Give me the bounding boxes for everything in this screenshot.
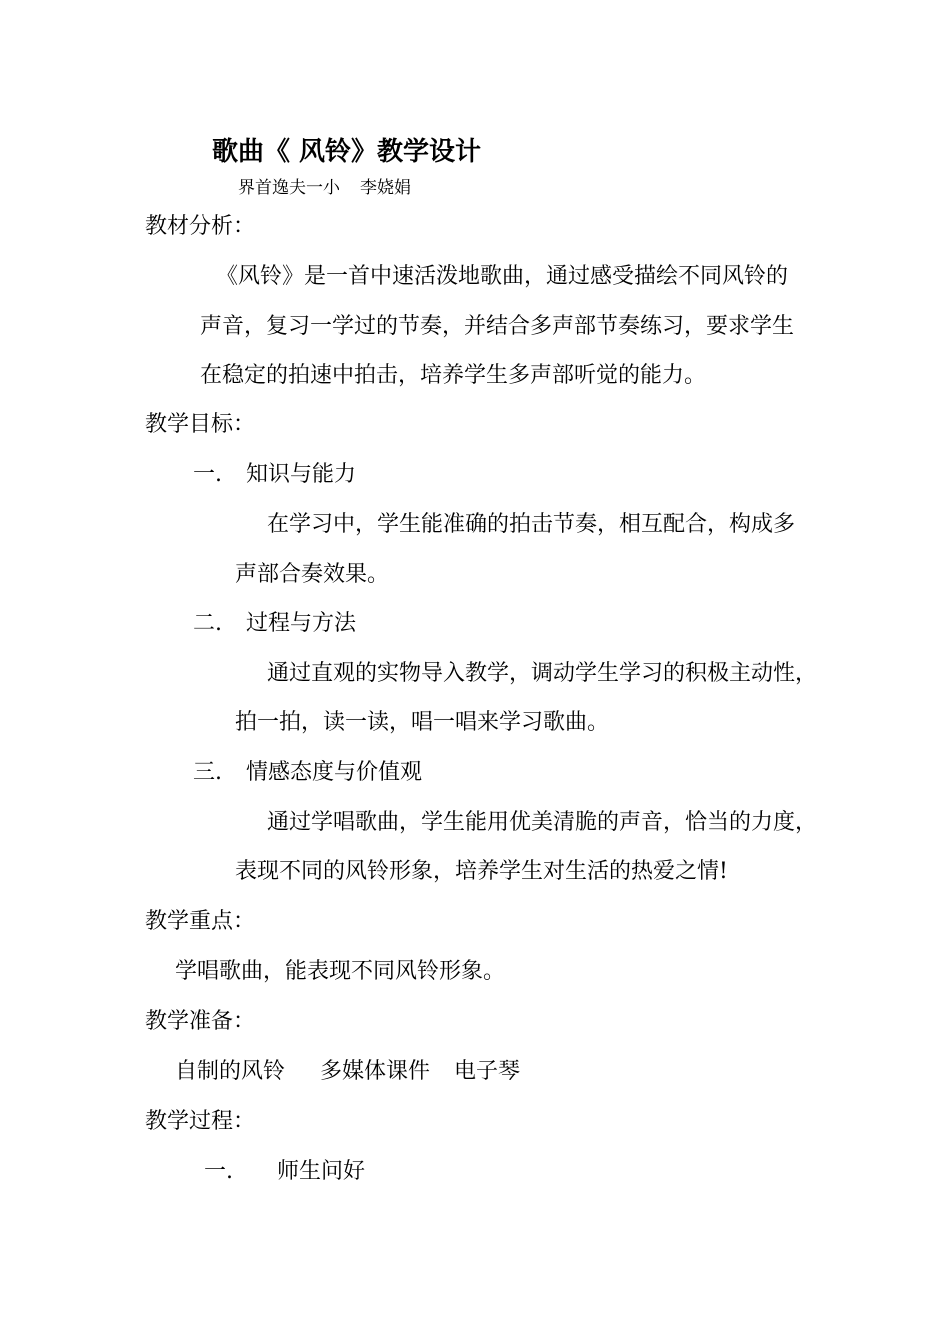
section-heading-material-analysis: 教材分析：	[145, 214, 256, 239]
objective-number: 一.	[193, 462, 222, 487]
paragraph-line: 通过直观的实物导入教学，调动学生学习的积极主动性，	[267, 661, 818, 686]
paragraph-line: 在稳定的拍速中拍击，培养学生多声部听觉的能力。	[200, 363, 707, 388]
section-heading-process: 教学过程：	[145, 1109, 256, 1134]
author-school: 界首逸夫一小	[238, 178, 340, 198]
paragraph-line: 通过学唱歌曲，学生能用优美清脆的声音，恰当的力度，	[267, 810, 818, 835]
paragraph-line: 表现不同的风铃形象，培养学生对生活的热爱之情!	[235, 859, 728, 884]
process-step-title: 师生问好	[277, 1159, 366, 1184]
objective-number: 二.	[193, 611, 222, 636]
section-heading-key-points: 教学重点：	[145, 909, 256, 934]
objective-number: 三.	[193, 760, 222, 785]
author-name: 李娆娟	[360, 178, 411, 198]
preparation-item: 电子琴	[454, 1059, 521, 1084]
paragraph-line: 声音，复习一学过的节奏，并结合多声部节奏练习，要求学生	[200, 314, 795, 339]
document-title: 歌曲《 风铃》教学设计	[212, 137, 482, 167]
paragraph-line: 在学习中，学生能准确的拍击节奏，相互配合，构成多	[267, 512, 796, 537]
paragraph-line: 《风铃》是一首中速活泼地歌曲，通过感受描绘不同风铃的	[216, 264, 789, 289]
objective-title: 知识与能力	[246, 462, 357, 487]
key-points-text: 学唱歌曲，能表现不同风铃形象。	[175, 959, 506, 984]
objective-title: 过程与方法	[246, 611, 357, 636]
section-heading-preparation: 教学准备：	[145, 1009, 256, 1034]
preparation-item: 自制的风铃	[175, 1059, 286, 1084]
author-line	[238, 178, 411, 198]
process-step-number: 一.	[204, 1159, 233, 1184]
paragraph-line: 拍一拍，读一读，唱一唱来学习歌曲。	[235, 710, 610, 735]
objective-title: 情感态度与价值观	[246, 760, 423, 785]
preparation-item: 多媒体课件	[320, 1059, 431, 1084]
paragraph-line: 声部合奏效果。	[235, 562, 390, 587]
section-heading-objectives: 教学目标：	[145, 412, 256, 437]
